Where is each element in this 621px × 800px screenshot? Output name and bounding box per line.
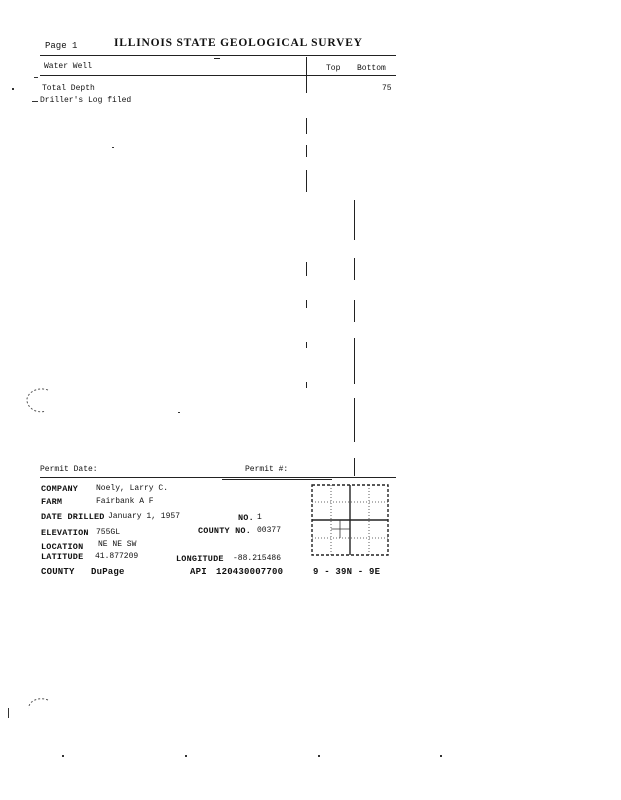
farm-label: FARM <box>41 497 63 507</box>
column-rule-fragment <box>306 342 307 348</box>
permit-divider <box>40 477 396 478</box>
scan-mark <box>178 412 180 413</box>
farm-value: Fairbank A F <box>96 497 154 506</box>
column-rule-fragment <box>306 300 307 308</box>
scan-mark <box>34 77 38 78</box>
column-rule-fragment <box>306 145 307 157</box>
column-rule-fragment <box>354 258 355 280</box>
latitude-value: 41.877209 <box>95 552 139 561</box>
longitude-value: -88.215486 <box>233 554 282 563</box>
permit-underline <box>222 479 332 480</box>
column-rule-fragment <box>354 338 355 384</box>
column-rule-fragment <box>354 200 355 240</box>
scan-mark <box>12 88 14 90</box>
column-header-bottom: Bottom <box>357 64 386 73</box>
log-row-label: Total Depth <box>42 84 95 93</box>
county-number-label: COUNTY NO. <box>198 526 252 536</box>
scan-mark <box>185 755 187 757</box>
county-value: DuPage <box>91 567 125 577</box>
log-row-bottom-value: 75 <box>382 84 392 93</box>
column-rule-fragment <box>354 458 355 476</box>
column-rule-fragment <box>354 300 355 322</box>
company-value: Noely, Larry C. <box>96 484 169 493</box>
scan-mark <box>62 755 64 757</box>
section-grid-drawing <box>311 484 389 556</box>
scan-mark <box>8 708 9 718</box>
permit-number-label: Permit #: <box>245 465 289 474</box>
column-rule-fragment <box>306 382 307 388</box>
header-tick-mark <box>214 58 220 59</box>
location-label: LOCATION <box>41 542 84 552</box>
well-number-label: NO. <box>238 513 254 523</box>
log-row-label: Driller's Log filed <box>40 96 132 105</box>
column-rule-fragment <box>306 118 307 134</box>
permit-date-label: Permit Date: <box>40 465 98 474</box>
hole-punch-mark <box>18 386 52 416</box>
column-header-top: Top <box>326 64 341 73</box>
column-rule-fragment <box>306 262 307 276</box>
column-rule-fragment <box>354 398 355 442</box>
date-drilled-label: DATE DRILLED <box>41 512 105 522</box>
header-divider <box>40 55 396 56</box>
scan-mark <box>440 755 442 757</box>
county-label: COUNTY <box>41 567 75 577</box>
latitude-label: LATITUDE <box>41 552 84 562</box>
county-number-value: 00377 <box>257 526 282 535</box>
api-value: 120430007700 <box>216 567 284 577</box>
elevation-value: 755GL <box>96 528 121 537</box>
township-range: 9 - 39N - 9E <box>313 567 381 577</box>
page-number: Page 1 <box>45 41 78 51</box>
longitude-label: LONGITUDE <box>176 554 224 564</box>
well-number-value: 1 <box>257 513 262 522</box>
table-header-divider <box>40 75 396 76</box>
elevation-label: ELEVATION <box>41 528 89 538</box>
column-rule-fragment <box>306 170 307 192</box>
scan-mark <box>112 147 114 148</box>
company-label: COMPANY <box>41 484 79 494</box>
well-type-label: Water Well <box>44 62 93 71</box>
page-title: ILLINOIS STATE GEOLOGICAL SURVEY <box>114 37 363 49</box>
section-location-grid <box>311 484 389 556</box>
table-column-divider <box>306 57 307 93</box>
hole-punch-mark <box>20 694 52 722</box>
location-value: NE NE SW <box>98 540 137 549</box>
scan-mark <box>318 755 320 757</box>
date-drilled-value: January 1, 1957 <box>108 512 181 521</box>
api-label: API <box>190 567 207 577</box>
scan-mark <box>32 101 38 102</box>
